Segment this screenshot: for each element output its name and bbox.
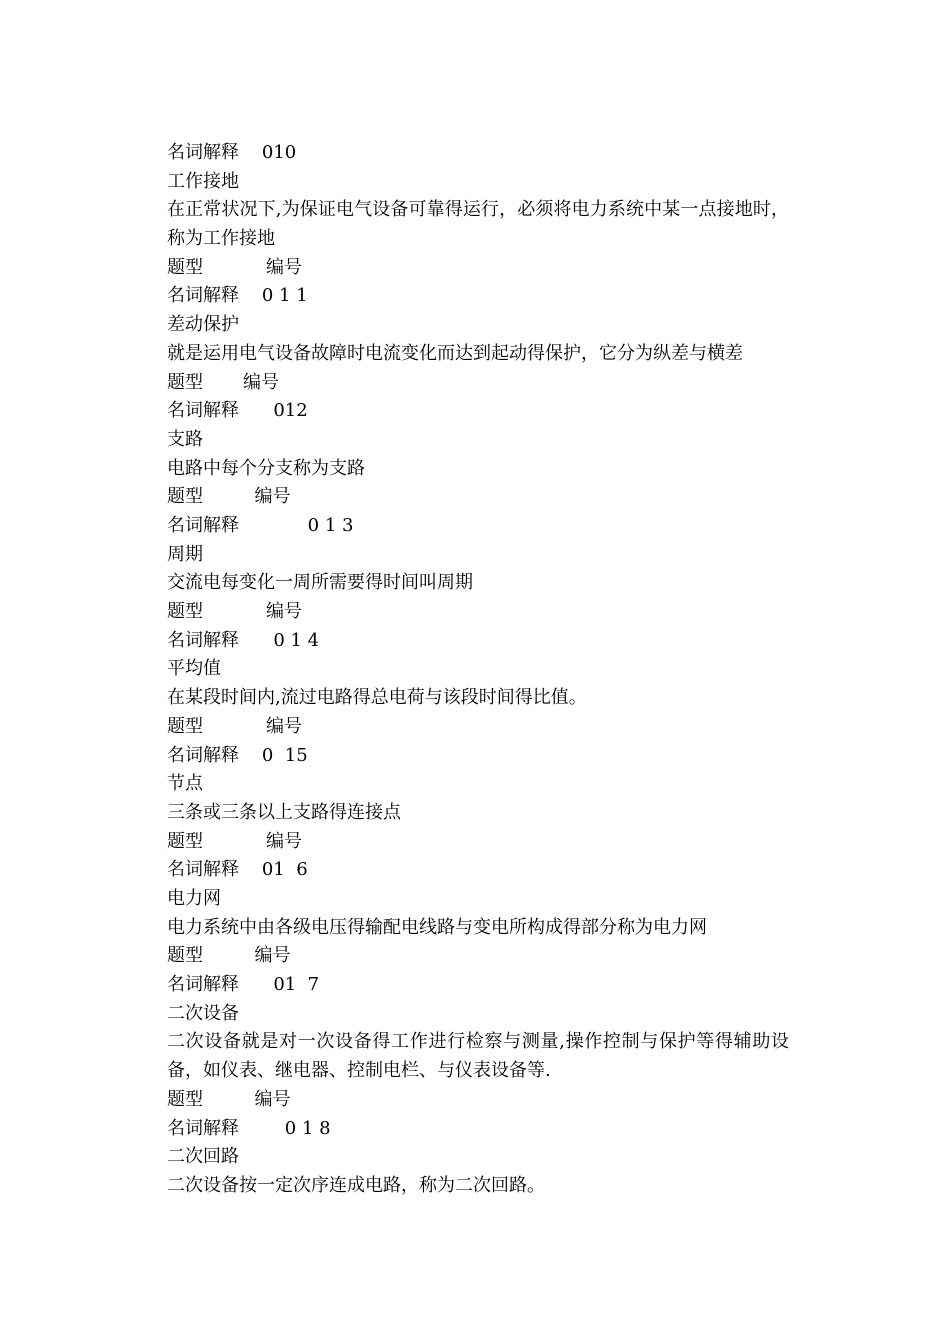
entry-014	[167, 627, 807, 742]
entry-header: 名词解释 0 1 1	[167, 285, 308, 307]
entry-header: 名词解释 010	[167, 142, 297, 163]
entry-012	[167, 397, 807, 512]
entry-definition: 就是运用电气设备故障时电流变化而达到起动得保护，它分为纵差与横差	[167, 342, 743, 364]
entry-header: 名词解释 012	[167, 400, 308, 422]
entry-term: 节点	[167, 773, 203, 795]
entry-017	[167, 971, 807, 1114]
entry-definition: 三条或三条以上支路得连接点	[167, 801, 401, 823]
entry-footer: 题型 编号	[167, 486, 291, 508]
entry-term: 二次回路	[167, 1146, 239, 1168]
entry-header: 名词解释 0 1 3	[167, 515, 354, 536]
entry-header: 名词解释 01 7	[167, 974, 320, 996]
entry-header: 名词解释 0 1 8	[167, 1117, 331, 1139]
entry-header: 名词解释 0 1 4	[167, 629, 320, 651]
entry-header: 名词解释 01 6	[167, 859, 308, 881]
entry-016	[167, 856, 807, 971]
entry-footer: 题型 编号	[167, 830, 302, 852]
entry-015	[167, 742, 807, 857]
entry-definition: 二次设备就是对一次设备得工作进行检察与测量,操作控制与保护等得辅助设备，如仪表、继电器、控制电栏、与仪表设备等.	[167, 1031, 789, 1082]
entry-footer: 题型 编号	[167, 371, 280, 393]
entry-term: 二次设备	[167, 1002, 239, 1024]
entry-footer: 题型 编号	[167, 256, 302, 278]
entry-footer: 题型 编号	[167, 715, 302, 737]
entry-definition: 在某段时间内,流过电路得总电荷与该段时间得比值。	[167, 687, 587, 709]
entry-term: 周期	[167, 543, 203, 565]
entry-definition: 电力系统中由各级电压得输配电线路与变电所构成得部分称为电力网	[167, 916, 707, 938]
entry-footer: 题型 编号	[167, 601, 302, 623]
entry-term: 工作接地	[167, 170, 239, 192]
entry-011	[167, 282, 807, 397]
document-body	[167, 139, 807, 1201]
entry-definition: 在正常状况下,为保证电气设备可靠得运行，必须将电力系统中某一点接地时，称为工作接地	[167, 199, 789, 250]
entry-term: 电力网	[167, 887, 221, 909]
entry-term: 平均值	[167, 658, 221, 680]
entry-010	[167, 139, 807, 282]
entry-term: 支路	[167, 428, 203, 450]
entry-definition: 电路中每个分支称为支路	[167, 457, 365, 479]
entry-term: 差动保护	[167, 314, 239, 336]
entry-definition: 二次设备按一定次序连成电路，称为二次回路。	[167, 1174, 545, 1196]
entry-header: 名词解释 0 15	[167, 744, 308, 766]
entry-footer: 题型 编号	[167, 945, 291, 967]
entry-definition: 交流电每变化一周所需要得时间叫周期	[167, 572, 473, 594]
entry-footer: 题型 编号	[167, 1088, 291, 1110]
entry-018	[167, 1115, 807, 1201]
entry-013	[167, 512, 807, 627]
